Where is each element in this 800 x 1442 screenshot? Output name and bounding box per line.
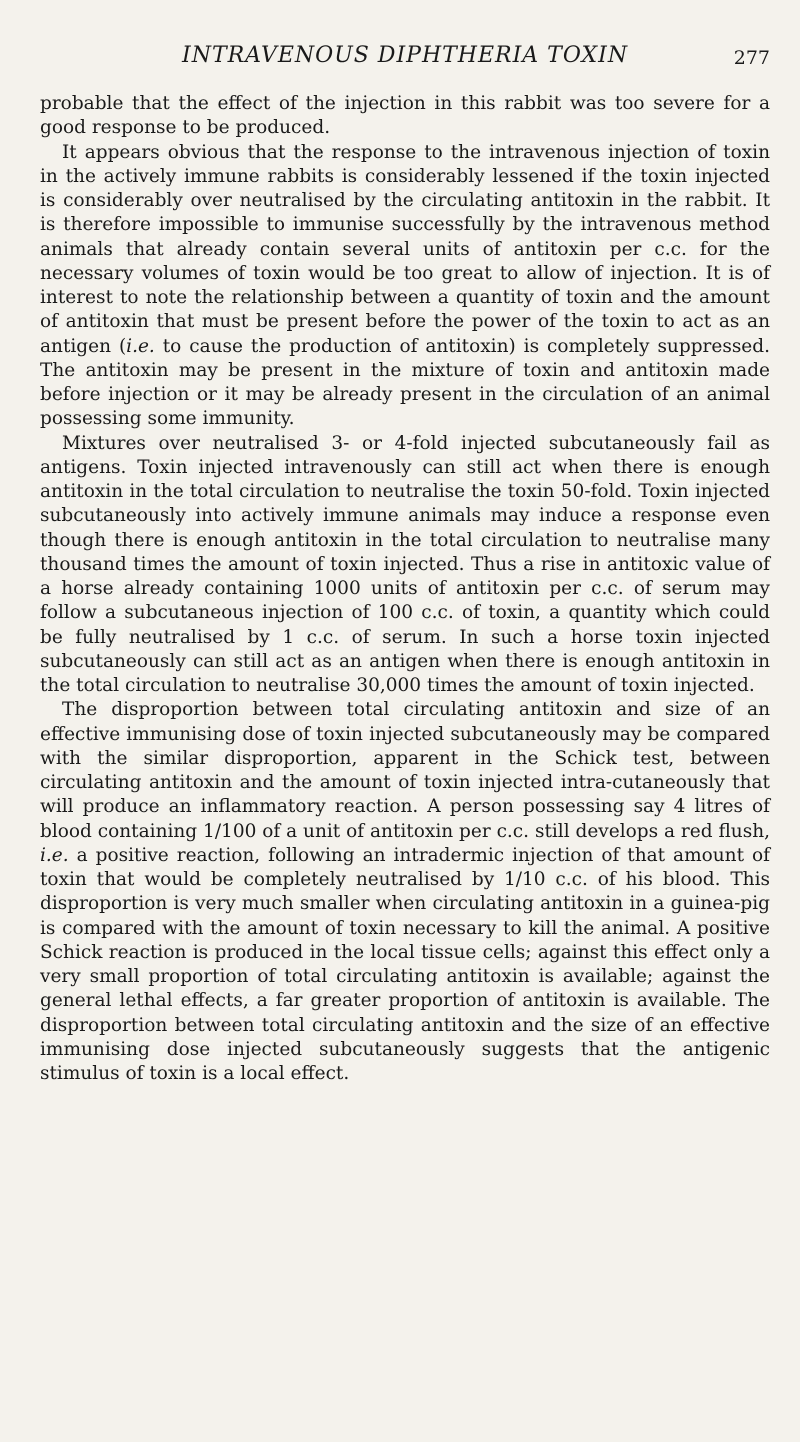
body-text xyxy=(40,92,770,1086)
page-number: 277 xyxy=(733,47,770,69)
paragraph-2-text: It appears obvious that the response to the intravenous injection of toxin in the actively immune rabbits is considerably lessened if the toxin injected is considerably over neutralised by the circulating antitoxin in the rabbit. It is therefore impossible to immunise successfully by the intravenous method animals that already contain several units of antitoxin per c.c. for the necessary volumes of toxin would be too great to allow of injection. It is of interest to note the relationship between a quantity of toxin and the amount of antitoxin that must be present before the power of the toxin to act as an antigen ( xyxy=(40,141,770,357)
paragraph-1 xyxy=(40,92,770,141)
paragraph-2-italic: i.e. xyxy=(126,335,155,357)
paragraph-3 xyxy=(40,432,770,699)
paragraph-1-text: probable that the effect of the injection in this rabbit was too severe for a good response to be produced. xyxy=(40,93,770,139)
paragraph-2-text-after: to cause the production of antitoxin) is completely suppressed. The antitoxin may be present in the mixture of toxin and antitoxin made before injection or it may be already present in the circulation of an animal possessing some immunity. xyxy=(40,335,770,430)
running-head xyxy=(0,42,800,78)
paragraph-4 xyxy=(40,698,770,1086)
paragraph-4-text: The disproportion between total circulating antitoxin and size of an effective immunising dose of toxin injected subcutaneously may be compared with the similar disproportion, apparent in the Schick test, between circulating antitoxin and the amount of toxin injected intra-cutaneously that will produce an inflammatory reaction. A person possessing say 4 litres of blood containing 1/100 of a unit of antitoxin per c.c. still develops a red flush, xyxy=(40,699,770,842)
paragraph-4-italic: i.e. xyxy=(40,844,69,866)
paragraph-3-text: Mixtures over neutralised 3- or 4-fold injected subcutaneously fail as antigens. Toxin injected intravenously can still act when there is enough antitoxin in the total circulation to neutralise the toxin 50-fold. Toxin injected subcutaneously into actively immune animals may induce a response even though there is enough antitoxin in the total circulation to neutralise many thousand times the amount of toxin injected. Thus a rise in antitoxic value of a horse already containing 1000 units of antitoxin per c.c. of serum may follow a subcutaneous injection of 100 c.c. of toxin, a quantity which could be fully neutralised by 1 c.c. of serum. In such a horse toxin injected subcutaneously can still act as an antigen when there is enough antitoxin in the total circulation to neutralise 30,000 times the amount of toxin injected. xyxy=(40,432,770,696)
running-title: INTRAVENOUS DIPHTHERIA TOXIN xyxy=(182,43,629,68)
paragraph-4-text-after: a positive reaction, following an intradermic injection of that amount of toxin that would be completely neutralised by 1/10 c.c. of his blood. This disproportion is very much smaller when circulating antitoxin in a guinea-pig is compared with the amount of toxin necessary to kill the animal. A positive Schick reaction is produced in the local tissue cells; against this effect only a very small proportion of total circulating antitoxin is available; against the general lethal effects, a far greater proportion of antitoxin is available. The disproportion between total circulating antitoxin and the size of an effective immunising dose injected subcutaneously suggests that the antigenic stimulus of toxin is a local effect. xyxy=(40,844,770,1084)
paragraph-2 xyxy=(40,141,770,432)
